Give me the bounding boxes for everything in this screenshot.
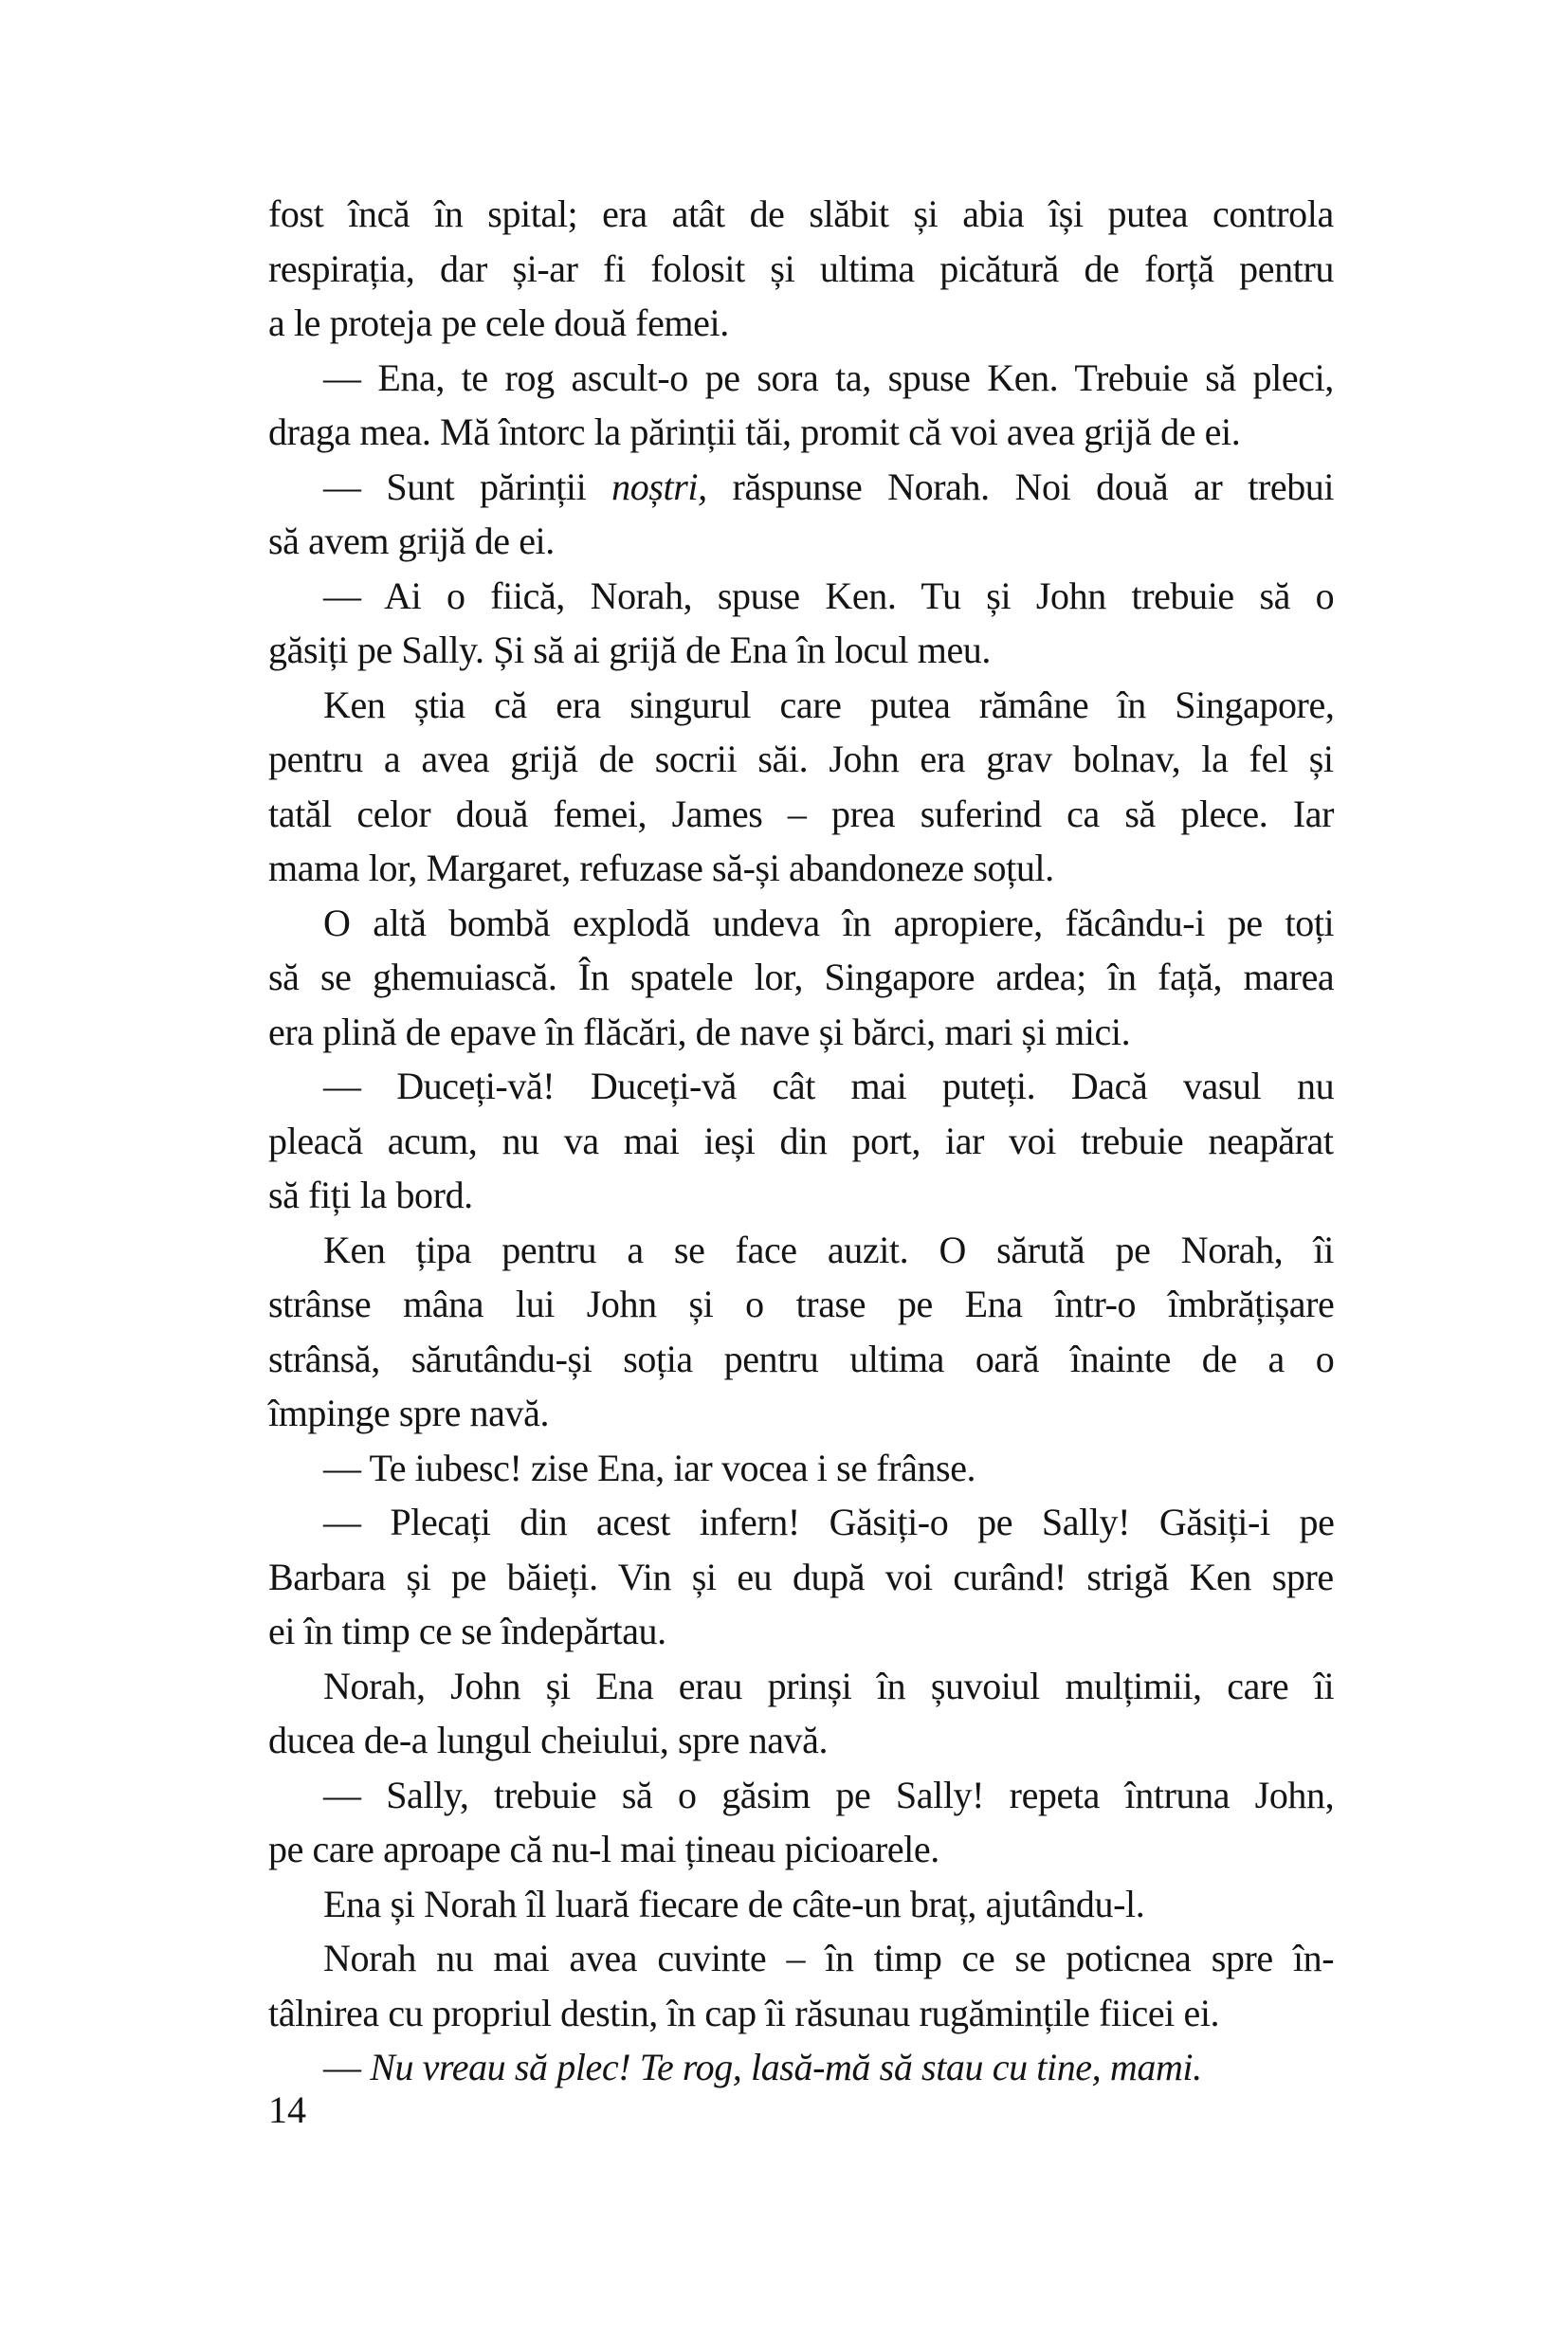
text-line: era plină de epave în flăcări, de nave și bărci, mari și mici.: [268, 1010, 1131, 1053]
paragraph: [268, 1877, 1334, 1932]
paragraph: [268, 460, 1334, 569]
text-line: Norah, John și Ena erau prinși în șuvoiul mulțimii, care îi: [323, 1664, 1335, 1707]
text-line: — Sunt părinții noștri, răspunse Norah. Noi două ar trebui: [323, 465, 1335, 508]
text-line: mama lor, Margaret, refuzase să-și abandoneze soțul.: [268, 847, 1054, 889]
paragraph: [268, 1659, 1334, 1768]
text-line: — Duceți-vă! Duceți-vă cât mai puteți. Dacă vasul nu: [323, 1065, 1335, 1107]
page-text: [268, 187, 1334, 2095]
text-line: strânsă, sărutându-și soția pentru ultima oară înainte de a o: [268, 1337, 1335, 1380]
text-line: ei în timp ce se îndepărtau.: [268, 1610, 666, 1652]
text-line: Norah nu mai avea cuvinte – în timp ce se poticnea spre în-: [323, 1937, 1335, 1979]
paragraph: [268, 187, 1334, 351]
page-number: 14: [268, 2088, 306, 2131]
paragraph: [268, 1059, 1334, 1223]
text-line: Ken știa că era singurul care putea rămâne în Singapore,: [323, 683, 1335, 726]
paragraph: [268, 1495, 1334, 1659]
paragraph: [268, 351, 1334, 460]
text-line: — Nu vreau să plec! Te rog, lasă-mă să stau cu tine, mami.: [323, 2046, 1202, 2088]
text-line: strânse mâna lui John și o trase pe Ena într-o îmbrățișare: [268, 1283, 1335, 1325]
text-line: a le proteja pe cele două femei.: [268, 301, 729, 344]
text-line: fost încă în spital; era atât de slăbit și abia își putea controla: [268, 192, 1334, 235]
text-line: Ken țipa pentru a se face auzit. O sărută pe Norah, îi: [323, 1228, 1334, 1271]
paragraph: [268, 1441, 1334, 1496]
text-line: Barbara și pe băieți. Vin și eu după voi curând! strigă Ken spre: [268, 1555, 1334, 1598]
text-line: tatăl celor două femei, James – prea suferind ca să plece. Iar: [268, 792, 1335, 835]
paragraph: [268, 896, 1334, 1060]
text-line: împinge spre navă.: [268, 1392, 550, 1434]
text-line: — Ai o fiică, Norah, spuse Ken. Tu și John trebuie să o: [323, 574, 1335, 617]
text-line: pe care aproape că nu-l mai țineau picioarele.: [268, 1828, 939, 1870]
text-line: — Plecați din acest infern! Găsiți-o pe Sally! Găsiți-i pe: [323, 1501, 1335, 1543]
text-line: — Ena, te rog ascult-o pe sora ta, spuse Ken. Trebuie să pleci,: [323, 355, 1334, 399]
text-line: să fiți la bord.: [268, 1174, 473, 1216]
text-line: — Te iubesc! zise Ena, iar vocea i se frânse.: [323, 1446, 976, 1489]
text-line: draga mea. Mă întorc la părinții tăi, promit că voi avea grijă de ei.: [268, 410, 1241, 453]
text-line: tâlnirea cu propriul destin, în cap îi răsunau rugămințile fiicei ei.: [268, 1991, 1220, 2034]
text-line: pentru a avea grijă de socrii săi. John era grav bolnav, la fel și: [268, 738, 1334, 780]
text-line: O altă bombă explodă undeva în apropiere, făcându-i pe toți: [323, 901, 1335, 944]
text-line: găsiți pe Sally. Și să ai grijă de Ena în locul meu.: [268, 629, 991, 671]
paragraph: [268, 569, 1334, 678]
text-line: pleacă acum, nu va mai ieși din port, iar voi trebuie neapărat: [268, 1119, 1334, 1162]
paragraph: [268, 1768, 1334, 1877]
paragraph: [268, 678, 1334, 896]
text-line: — Sally, trebuie să o găsim pe Sally! repeta întruna John,: [323, 1773, 1335, 1816]
text-line: Ena și Norah îl luară fiecare de câte-un braț, ajutându-l.: [323, 1882, 1145, 1925]
text-line: să avem grijă de ei.: [268, 519, 555, 562]
text-line: să se ghemuiască. În spatele lor, Singapore ardea; în față, marea: [268, 956, 1335, 998]
text-line: respirația, dar și-ar fi folosit și ultima picătură de forță pentru: [268, 246, 1334, 290]
paragraph: [268, 1931, 1334, 2040]
paragraph: [268, 2040, 1334, 2095]
paragraph: [268, 1223, 1334, 1441]
text-line: ducea de-a lungul cheiului, spre navă.: [268, 1719, 829, 1761]
